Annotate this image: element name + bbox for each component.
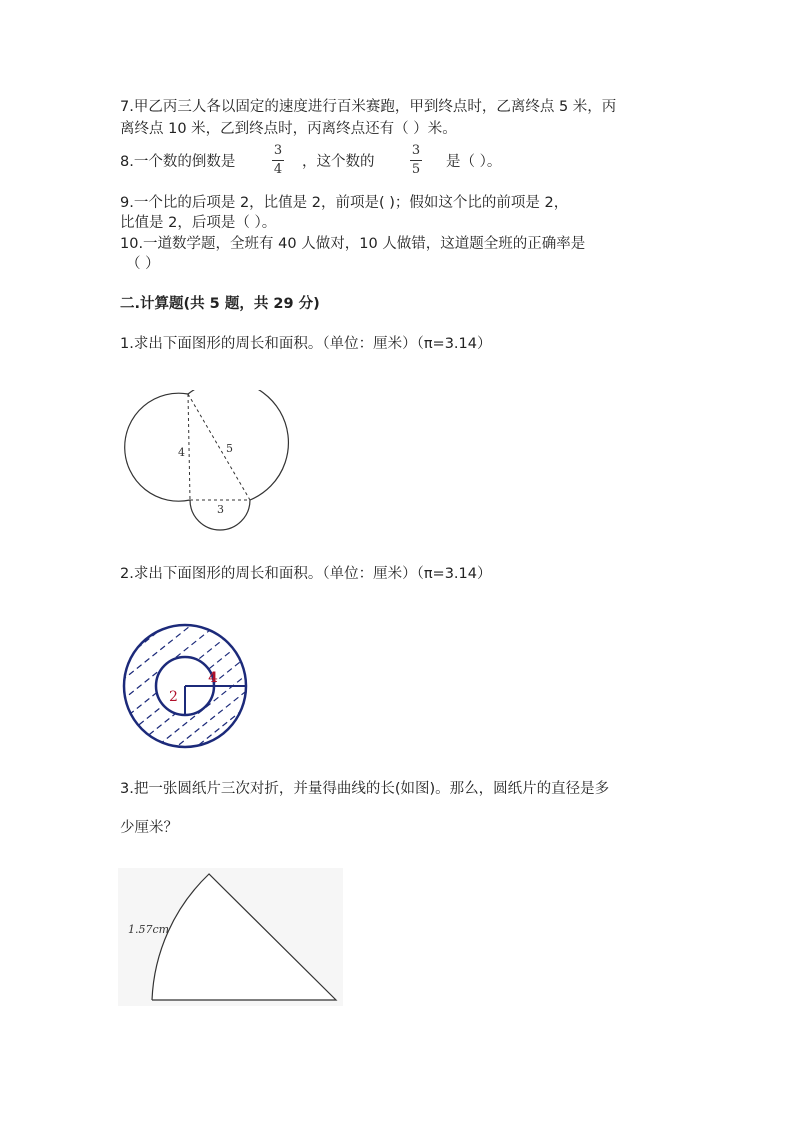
calc1-label-5: 5 xyxy=(226,442,233,455)
calc1-label-3: 3 xyxy=(217,503,224,516)
q8-fraction-1-numerator: 3 xyxy=(273,143,283,158)
q8-fraction-1-bar xyxy=(272,160,284,161)
q10-line2: （ ） xyxy=(126,256,160,272)
q8-fraction-2 xyxy=(410,143,422,178)
q8-fraction-1-denominator: 4 xyxy=(273,162,283,177)
calc2-text: 2.求出下面图形的周长和面积。（单位：厘米）（π=3.14） xyxy=(120,566,492,582)
q9-line1: 9.一个比的后项是 2，比值是 2，前项是( )；假如这个比的前项是 2， xyxy=(120,195,569,211)
calc1-label-4: 4 xyxy=(178,446,185,459)
calc2-label-2: 2 xyxy=(169,689,178,705)
calc2-label-4: 4 xyxy=(208,670,218,686)
q9-line2: 比值是 2，后项是（ ）。 xyxy=(120,215,277,231)
calc3-line2: 少厘米？ xyxy=(120,820,178,836)
calc3-figure xyxy=(118,868,348,1008)
calc3-arc-label: 1.57cm xyxy=(128,923,170,936)
q7-line1: 7.甲乙丙三人各以固定的速度进行百米赛跑，甲到终点时，乙离终点 5 米，丙 xyxy=(120,99,617,115)
calc2-figure xyxy=(110,606,270,766)
q8-fraction-2-numerator: 3 xyxy=(411,143,421,158)
calc1-side-4 xyxy=(188,394,190,500)
q7-line2: 离终点 10 米，乙到终点时，丙离终点还有（ ）米。 xyxy=(120,121,457,137)
calc1-right-circle xyxy=(188,390,288,500)
q8-middle: ，这个数的 xyxy=(302,154,375,170)
calc3-line1: 3.把一张圆纸片三次对折，并量得曲线的长(如图)。那么，圆纸片的直径是多 xyxy=(120,781,610,797)
calc1-text: 1.求出下面图形的周长和面积。（单位：厘米）（π=3.14） xyxy=(120,336,492,352)
q8-fraction-2-denominator: 5 xyxy=(411,162,421,177)
calc1-figure xyxy=(120,390,320,540)
calc1-side-5 xyxy=(188,394,250,500)
q8-prefix: 8.一个数的倒数是 xyxy=(120,154,236,170)
q8-suffix: 是（ ）。 xyxy=(446,154,502,170)
q8-fraction-1 xyxy=(272,143,284,178)
q8-fraction-2-bar xyxy=(410,160,422,161)
q10-line1: 10.一道数学题，全班有 40 人做对，10 人做错，这道题全班的正确率是 xyxy=(120,236,586,252)
section-title: 二.计算题(共 5 题，共 29 分) xyxy=(120,296,320,312)
